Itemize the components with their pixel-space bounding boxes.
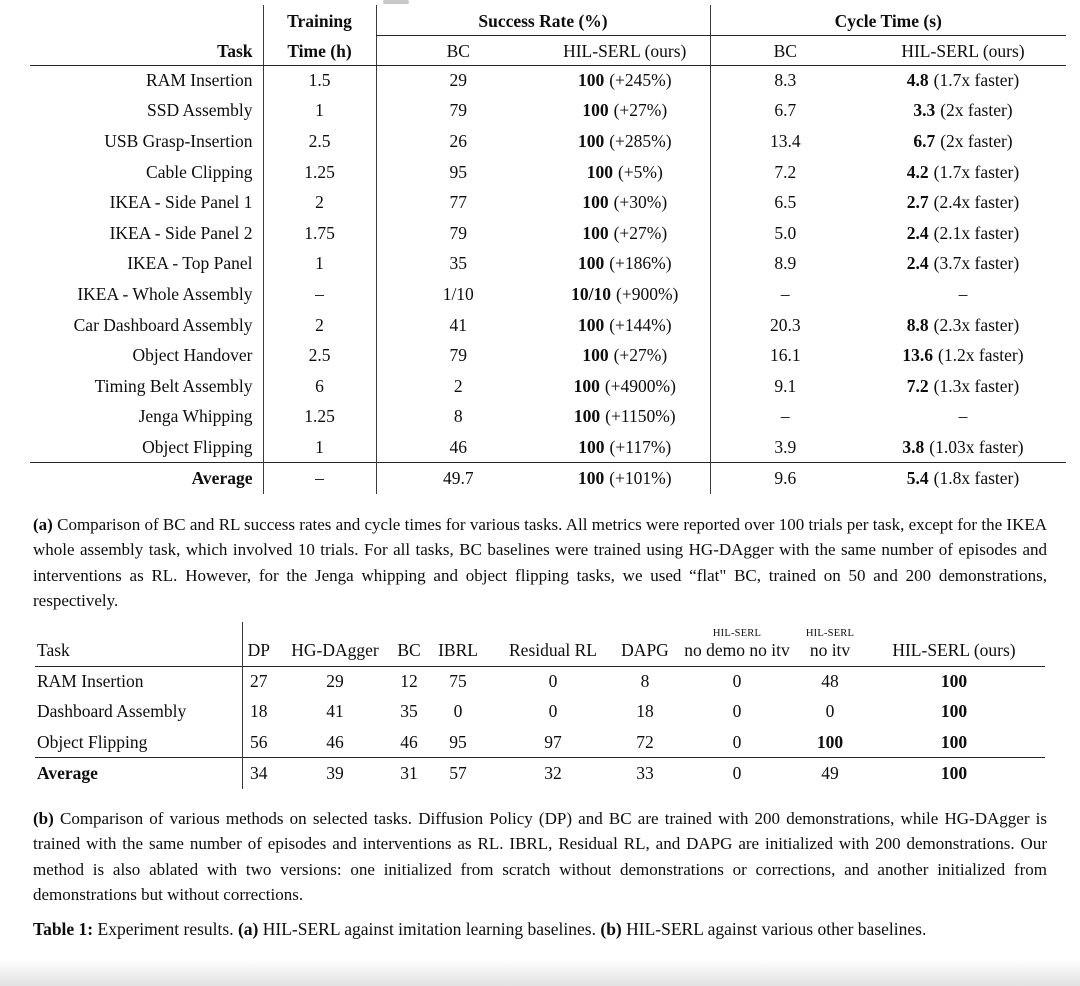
caption-a <box>33 512 1047 613</box>
caption-b-text: Comparison of various methods on selected tasks. Diffusion Policy (DP) and BC are trained with 200 demonstrations, while HG-DAgger is trained with the same number of episodes and interventions as RL. IBRL, Residual RL, and DAPG are initialized with 200 demonstrations. Our method is also ablated with two versions: one initialized from scratch without demonstrations or corrections, and another initialized from demonstrations but without corrections. <box>33 809 1048 904</box>
value-bold: 4.8 <box>906 70 929 91</box>
value-bold: 100 <box>577 467 605 488</box>
value-note: (1.7x faster) <box>933 70 1020 91</box>
value-bold: 2.4 <box>906 253 929 274</box>
table-1-caption-seg1: Experiment results. <box>97 919 234 939</box>
value-note: (2x faster) <box>940 100 1013 121</box>
success-rate-ours-cell <box>540 126 710 157</box>
success-rate-bc-average-cell: 49.7 <box>376 463 540 494</box>
task-cell: IKEA - Whole Assembly <box>77 283 253 304</box>
success-rate-ours-cell <box>540 157 710 188</box>
cycle-time-ours-cell <box>860 218 1066 249</box>
table-b-row <box>35 697 1045 728</box>
col-header-no-demo-no-itv-topline: HIL-SERL <box>712 627 762 639</box>
task-cell: Car Dashboard Assembly <box>73 314 253 335</box>
table-1-caption-b-label: (b) <box>600 919 622 939</box>
cropped-content-artifact <box>383 0 409 4</box>
value-note: (1.2x faster) <box>938 345 1024 366</box>
hilserl-ours-cell: 100 <box>940 731 968 752</box>
hilserl-ours-average-cell: 100 <box>863 758 1045 789</box>
success-rate-bc-cell: 8 <box>376 402 540 433</box>
value-bold: 100 <box>577 70 605 91</box>
cycle-time-ours-cell <box>860 96 1066 127</box>
average-label-cell: Average <box>35 758 242 789</box>
col-header-task: Task <box>30 35 263 65</box>
success-rate-bc-cell: 79 <box>376 218 540 249</box>
table-a-row <box>30 249 1066 280</box>
value-bold: 7.2 <box>906 375 929 396</box>
value-note: (+900%) <box>616 283 679 304</box>
value-note: (2.1x faster) <box>933 222 1020 243</box>
ibrl-average-cell: 57 <box>423 758 493 789</box>
no-itv-cell: 0 <box>825 701 835 722</box>
cycle-time-bc-cell: 20.3 <box>710 310 860 341</box>
success-rate-ours-cell <box>540 340 710 371</box>
value-bold: 3.8 <box>902 436 925 457</box>
cycle-time-bc-cell: – <box>710 402 860 433</box>
cycle-time-bc-cell: 9.1 <box>710 371 860 402</box>
success-rate-ours-cell <box>540 96 710 127</box>
value-bold: 13.6 <box>902 345 934 366</box>
success-rate-ours-cell <box>540 218 710 249</box>
value-bold: 100 <box>582 192 609 213</box>
success-rate-bc-cell: 29 <box>376 65 540 96</box>
success-rate-ours-cell <box>540 310 710 341</box>
success-rate-bc-cell: 77 <box>376 187 540 218</box>
success-rate-bc-cell: 46 <box>376 432 540 463</box>
value-bold: 100 <box>582 222 609 243</box>
hg-dagger-cell: 29 <box>275 666 395 697</box>
average-label-cell: Average <box>30 463 263 494</box>
table-a-row <box>30 310 1066 341</box>
value-note: (+4900%) <box>604 375 676 396</box>
task-cell: RAM Insertion <box>146 70 253 91</box>
col-header-ct-hilserl: HIL-SERL (ours) <box>860 35 1066 65</box>
dp-cell: 56 <box>242 727 275 758</box>
table-a-sub-header-row <box>30 35 1066 65</box>
value-note: (+101%) <box>609 467 672 488</box>
cycle-time-bc-cell: – <box>710 279 860 310</box>
dp-average-cell: 34 <box>242 758 275 789</box>
task-cell: SSD Assembly <box>146 100 253 121</box>
table-a-average-row <box>30 463 1066 494</box>
value-note: (+117%) <box>609 436 672 457</box>
value-bold: 100 <box>573 406 601 427</box>
training-time-cell: 1 <box>263 249 376 280</box>
task-cell: Dashboard Assembly <box>37 701 187 722</box>
col-header-dp: DP <box>242 622 275 666</box>
success-rate-bc-cell: 95 <box>376 157 540 188</box>
hilserl-ours-cell: 100 <box>940 701 968 722</box>
col-header-no-demo-no-itv <box>677 622 797 666</box>
table-1-caption-label: Table 1: <box>33 919 94 939</box>
dapg-average-cell: 33 <box>613 758 677 789</box>
cycle-time-ours-cell <box>860 371 1066 402</box>
value-note: (1.7x faster) <box>933 161 1020 182</box>
success-rate-ours-average-cell <box>540 463 710 494</box>
cycle-time-bc-cell: 7.2 <box>710 157 860 188</box>
table-a-row <box>30 340 1066 371</box>
col-header-success-rate: Success Rate (%) <box>376 5 710 35</box>
value-bold: 100 <box>586 161 613 182</box>
col-header-ibrl: IBRL <box>438 639 478 660</box>
task-cell: Timing Belt Assembly <box>94 375 253 396</box>
residual-rl-average-cell: 32 <box>493 758 613 789</box>
success-rate-bc-cell: 2 <box>376 371 540 402</box>
bc-average-cell: 31 <box>395 758 423 789</box>
value-bold: 2.7 <box>906 192 929 213</box>
value-note: (1.8x faster) <box>933 467 1020 488</box>
col-header-residual-rl: Residual RL <box>509 639 597 660</box>
cycle-time-bc-cell: 8.3 <box>710 65 860 96</box>
col-header-hg-dagger: HG-DAgger <box>291 639 379 660</box>
col-header-bc: BC <box>397 639 421 660</box>
table-a-row <box>30 96 1066 127</box>
table-a-row <box>30 126 1066 157</box>
caption-b <box>33 806 1047 907</box>
table-1-caption <box>33 916 1047 942</box>
value-bold: 100 <box>582 100 609 121</box>
task-cell: IKEA - Top Panel <box>127 253 253 274</box>
cycle-time-ours-cell <box>860 432 1066 463</box>
table-a-row <box>30 371 1066 402</box>
value-note: (+5%) <box>617 161 663 182</box>
value-bold: 3.3 <box>913 100 936 121</box>
cycle-time-ours-cell <box>860 279 1066 310</box>
table-a-row <box>30 187 1066 218</box>
value-note: (1.03x faster) <box>929 436 1024 457</box>
cycle-time-bc-cell: 13.4 <box>710 126 860 157</box>
hg-dagger-cell: 46 <box>326 731 344 752</box>
table-b-header-row <box>35 622 1045 666</box>
training-time-cell: 1.25 <box>263 157 376 188</box>
value-bold: 8.8 <box>906 314 929 335</box>
success-rate-bc-cell: 1/10 <box>376 279 540 310</box>
col-header-task: Task <box>37 639 70 660</box>
success-rate-bc-cell: 79 <box>376 96 540 127</box>
value-bold: 100 <box>582 345 609 366</box>
training-time-cell: 1.75 <box>263 218 376 249</box>
cycle-time-ours-average-cell <box>860 463 1066 494</box>
col-header-time-h: Time (h) <box>263 35 376 65</box>
cycle-time-bc-cell: 6.7 <box>710 96 860 127</box>
success-rate-bc-cell: 35 <box>376 249 540 280</box>
cycle-time-bc-cell: 8.9 <box>710 249 860 280</box>
value-bold: 6.7 <box>913 130 936 151</box>
no-demo-no-itv-cell: 0 <box>732 731 742 752</box>
cycle-time-bc-cell: 6.5 <box>710 187 860 218</box>
table-b-methods-comparison <box>35 622 1045 789</box>
value-bold: 10/10 <box>571 283 611 304</box>
table-1-caption-a-label: (a) <box>237 919 259 939</box>
value-bold: 100 <box>577 130 605 151</box>
col-header-cycle-time: Cycle Time (s) <box>710 5 1066 35</box>
col-header-sr-bc: BC <box>376 35 540 65</box>
training-time-cell: 6 <box>263 371 376 402</box>
cycle-time-ours-cell <box>860 310 1066 341</box>
table-a-imitation-comparison <box>30 5 1066 494</box>
empty-corner-cell <box>30 5 263 35</box>
cycle-time-ours-cell <box>860 65 1066 96</box>
task-cell: Cable Clipping <box>146 161 253 182</box>
no-demo-no-itv-cell: 0 <box>677 666 797 697</box>
success-rate-ours-cell <box>540 65 710 96</box>
caption-b-label: (b) <box>33 809 54 828</box>
table-a-grid <box>30 5 1066 494</box>
value-bold: 100 <box>577 253 605 274</box>
dapg-cell: 72 <box>636 731 654 752</box>
cycle-time-ours-cell <box>860 249 1066 280</box>
page-bottom-shadow <box>0 960 1080 986</box>
dp-cell: 18 <box>242 697 275 728</box>
training-time-cell: 1 <box>263 432 376 463</box>
col-header-no-itv <box>797 622 863 666</box>
col-header-dapg: DAPG <box>621 639 669 660</box>
success-rate-ours-cell <box>540 432 710 463</box>
training-time-cell: 2.5 <box>263 340 376 371</box>
bc-cell: 12 <box>395 666 423 697</box>
value-note: (1.3x faster) <box>933 375 1020 396</box>
value-bold: 2.4 <box>906 222 929 243</box>
dapg-cell: 8 <box>613 666 677 697</box>
success-rate-ours-cell <box>540 279 710 310</box>
table-a-row <box>30 218 1066 249</box>
value-note: (2x faster) <box>940 130 1013 151</box>
value-note: (+285%) <box>609 130 672 151</box>
success-rate-bc-cell: 26 <box>376 126 540 157</box>
value-note: – <box>958 406 968 427</box>
training-time-cell: – <box>263 279 376 310</box>
value-note: (3.7x faster) <box>933 253 1020 274</box>
value-bold: 100 <box>573 375 600 396</box>
col-header-no-itv-label: no itv <box>809 639 851 660</box>
hilserl-ours-cell: 100 <box>863 666 1045 697</box>
cycle-time-ours-cell <box>860 402 1066 433</box>
task-cell: IKEA - Side Panel 2 <box>109 222 253 243</box>
table-a-group-header-row <box>30 5 1066 35</box>
residual-rl-cell: 97 <box>544 731 562 752</box>
no-demo-no-itv-average-cell: 0 <box>677 758 797 789</box>
value-note: (2.3x faster) <box>933 314 1020 335</box>
value-bold: 100 <box>577 314 605 335</box>
caption-a-text: Comparison of BC and RL success rates and cycle times for various tasks. All metrics were reported over 100 trials per task, except for the IKEA whole assembly task, which involved 10 trials. For all tasks, BC baselines were trained using HG-DAgger with the same number of episodes and interventions as RL. However, for the Jenga whipping and object flipping tasks, we used “flat" BC, trained on 50 and 200 demonstrations, respectively. <box>33 515 1048 610</box>
value-note: (+30%) <box>613 192 668 213</box>
task-cell: IKEA - Side Panel 1 <box>109 192 253 213</box>
table-b-row <box>35 727 1045 758</box>
cycle-time-bc-average-cell: 9.6 <box>710 463 860 494</box>
task-cell: Object Handover <box>132 345 253 366</box>
value-bold: 4.2 <box>906 161 929 182</box>
value-note: (+27%) <box>613 100 668 121</box>
table-a-row <box>30 65 1066 96</box>
value-note: (+245%) <box>609 70 672 91</box>
success-rate-bc-cell: 41 <box>376 310 540 341</box>
cycle-time-ours-cell <box>860 157 1066 188</box>
col-header-sr-hilserl: HIL-SERL (ours) <box>540 35 710 65</box>
training-time-cell: 1.25 <box>263 402 376 433</box>
cycle-time-ours-cell <box>860 340 1066 371</box>
col-header-hilserl-ours: HIL-SERL (ours) <box>892 639 1016 660</box>
hg-dagger-cell: 41 <box>326 701 344 722</box>
training-time-average-cell: – <box>263 463 376 494</box>
table-1-caption-seg2: HIL-SERL against imitation learning baselines. <box>262 919 596 939</box>
table-a-row <box>30 402 1066 433</box>
value-note: (+1150%) <box>605 406 676 427</box>
task-cell: Jenga Whipping <box>138 406 253 427</box>
cycle-time-bc-cell: 5.0 <box>710 218 860 249</box>
success-rate-ours-cell <box>540 249 710 280</box>
task-cell: Object Flipping <box>37 731 148 752</box>
success-rate-ours-cell <box>540 187 710 218</box>
table-a-row <box>30 432 1066 463</box>
caption-a-label: (a) <box>33 515 53 534</box>
table-b-average-row <box>35 758 1045 789</box>
cycle-time-bc-cell: 3.9 <box>710 432 860 463</box>
col-header-training: Training <box>263 5 376 35</box>
no-itv-cell: 48 <box>797 666 863 697</box>
bc-cell: 35 <box>400 701 418 722</box>
ibrl-cell: 75 <box>423 666 493 697</box>
no-itv-cell: 100 <box>816 731 844 752</box>
training-time-cell: 1.5 <box>263 65 376 96</box>
value-bold: 100 <box>578 436 605 457</box>
value-note: (+27%) <box>613 345 668 366</box>
task-cell: Object Flipping <box>142 436 253 457</box>
ibrl-cell: 95 <box>449 731 467 752</box>
value-note: (+144%) <box>609 314 672 335</box>
residual-rl-cell: 0 <box>548 701 558 722</box>
value-note: – <box>958 283 968 304</box>
training-time-cell: 2 <box>263 310 376 341</box>
col-header-no-itv-topline: HIL-SERL <box>805 627 855 639</box>
no-itv-average-cell: 49 <box>797 758 863 789</box>
table-b-grid <box>35 622 1045 789</box>
bc-cell: 46 <box>400 731 418 752</box>
table-1-caption-seg3: HIL-SERL against various other baselines. <box>626 919 927 939</box>
success-rate-bc-cell: 79 <box>376 340 540 371</box>
value-note: (2.4x faster) <box>933 192 1020 213</box>
success-rate-ours-cell <box>540 371 710 402</box>
ibrl-cell: 0 <box>453 701 463 722</box>
dapg-cell: 18 <box>636 701 654 722</box>
cycle-time-ours-cell <box>860 187 1066 218</box>
training-time-cell: 2 <box>263 187 376 218</box>
residual-rl-cell: 0 <box>493 666 613 697</box>
training-time-cell: 1 <box>263 96 376 127</box>
value-note: (+27%) <box>613 222 668 243</box>
table-a-row <box>30 157 1066 188</box>
task-cell: USB Grasp-Insertion <box>104 130 253 151</box>
col-header-no-demo-no-itv-label: no demo no itv <box>684 639 790 660</box>
task-cell: RAM Insertion <box>35 666 242 697</box>
hg-dagger-average-cell: 39 <box>275 758 395 789</box>
no-demo-no-itv-cell: 0 <box>732 701 742 722</box>
value-note: (+186%) <box>609 253 672 274</box>
col-header-ct-bc: BC <box>710 35 860 65</box>
table-b-row <box>35 666 1045 697</box>
dp-cell: 27 <box>242 666 275 697</box>
training-time-cell: 2.5 <box>263 126 376 157</box>
cycle-time-bc-cell: 16.1 <box>710 340 860 371</box>
table-a-row <box>30 279 1066 310</box>
success-rate-ours-cell <box>540 402 710 433</box>
value-bold: 5.4 <box>906 467 929 488</box>
cycle-time-ours-cell <box>860 126 1066 157</box>
